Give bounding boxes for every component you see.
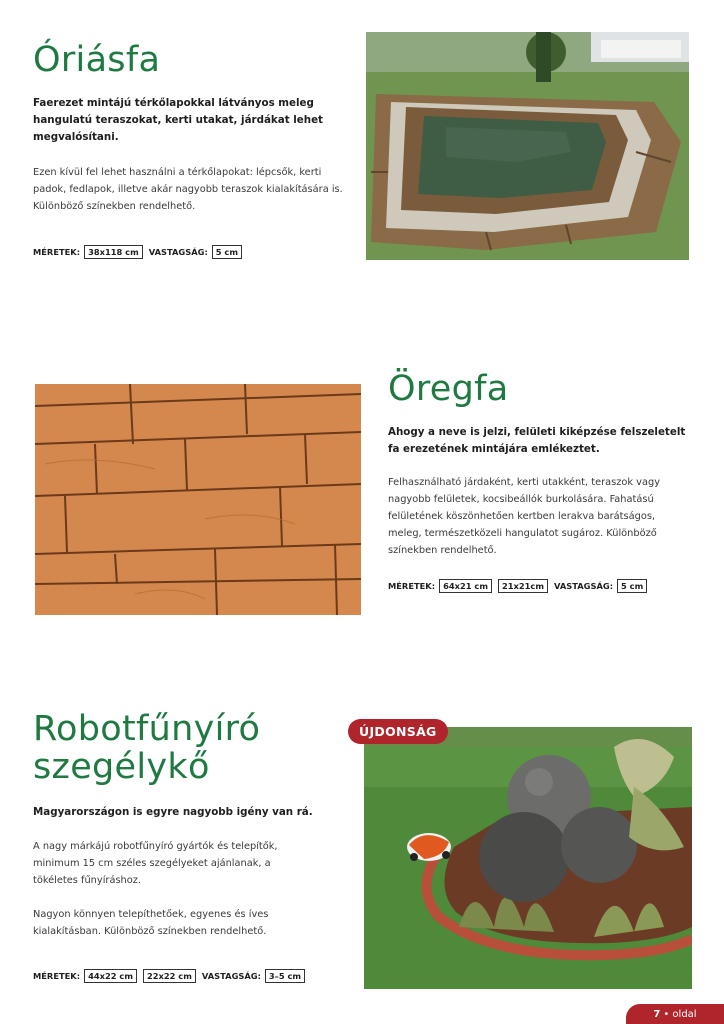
page-number: 7	[653, 1008, 661, 1020]
section2-title: Öregfa	[388, 369, 509, 409]
thickness-label: VASTAGSÁG:	[148, 247, 208, 257]
section1-lead: Faerezet mintájú térkőlapokkal látványos meleg hangulatú teraszokat, kerti utakat, járdákat lehet megvalósítani.	[33, 97, 323, 143]
page-number-tab	[626, 1004, 724, 1024]
new-product-badge: ÚJDONSÁG	[348, 719, 448, 744]
tiles-photo-illustration	[35, 384, 361, 615]
lawn-photo-illustration	[364, 727, 692, 989]
thickness-label: VASTAGSÁG:	[201, 971, 261, 981]
dim-value: 22x22 cm	[143, 969, 196, 983]
section2-dimensions	[388, 579, 653, 593]
dim-value: 38x118 cm	[84, 245, 143, 259]
dim-value: 64x21 cm	[439, 579, 492, 593]
pond-photo-illustration	[366, 32, 689, 260]
thickness-label: VASTAGSÁG:	[553, 581, 614, 591]
dim-value: 44x22 cm	[84, 969, 137, 983]
section3-lead: Magyarországon is egyre nagyobb igény van rá.	[33, 806, 313, 818]
section3-body1: A nagy márkájú robotfűnyíró gyártók és telepítők, minimum 15 cm széles szegélyeket ajánlanak, a tökéletes fűnyíráshoz.	[33, 841, 278, 886]
section1-body: Ezen kívül fel lehet használni a térkőlapokat: lépcsők, kerti padok, fedlapok, illetve akár nagyobb teraszok kialakítására is. Különböző színekben rendelhető.	[33, 167, 343, 212]
thickness-value: 3–5 cm	[265, 969, 305, 983]
section3-title	[33, 710, 260, 786]
section3-title-line2: szegélykő	[33, 747, 210, 787]
dim-value: 21x21cm	[498, 579, 548, 593]
section2-lead: Ahogy a neve is jelzi, felületi kiképzése felszeletelt fa erezetének mintájára emlékeztet.	[388, 426, 686, 455]
thickness-value: 5 cm	[617, 579, 647, 593]
dims-label: MÉRETEK:	[33, 971, 81, 981]
section1-dimensions	[33, 245, 248, 259]
thickness-value: 5 cm	[212, 245, 242, 259]
dims-label: MÉRETEK:	[33, 247, 81, 257]
section2-body: Felhasználható járdaként, kerti utakként, teraszok vagy nagyobb felületek, kocsibeállók burkolására. Fahatású felületének köszönhetően kertben lerakva barátságos, meleg, természetközeli hangulatot sugároz. Különböző színekben rendelhető.	[388, 477, 660, 556]
robot-mower-edging-photo	[364, 727, 692, 989]
section3-dimensions	[33, 969, 311, 983]
section3-body2: Nagyon könnyen telepíthetőek, egyenes és íves kialakításban. Különböző színekben rendelhető.	[33, 909, 269, 937]
dims-label: MÉRETEK:	[388, 581, 436, 591]
old-wood-tiles-photo	[35, 384, 361, 615]
section3-title-line1: Robotfűnyíró	[33, 709, 261, 749]
section1-title: Óriásfa	[33, 40, 161, 80]
pond-wood-tile-photo	[366, 32, 689, 260]
page-suffix: • oldal	[663, 1008, 697, 1020]
